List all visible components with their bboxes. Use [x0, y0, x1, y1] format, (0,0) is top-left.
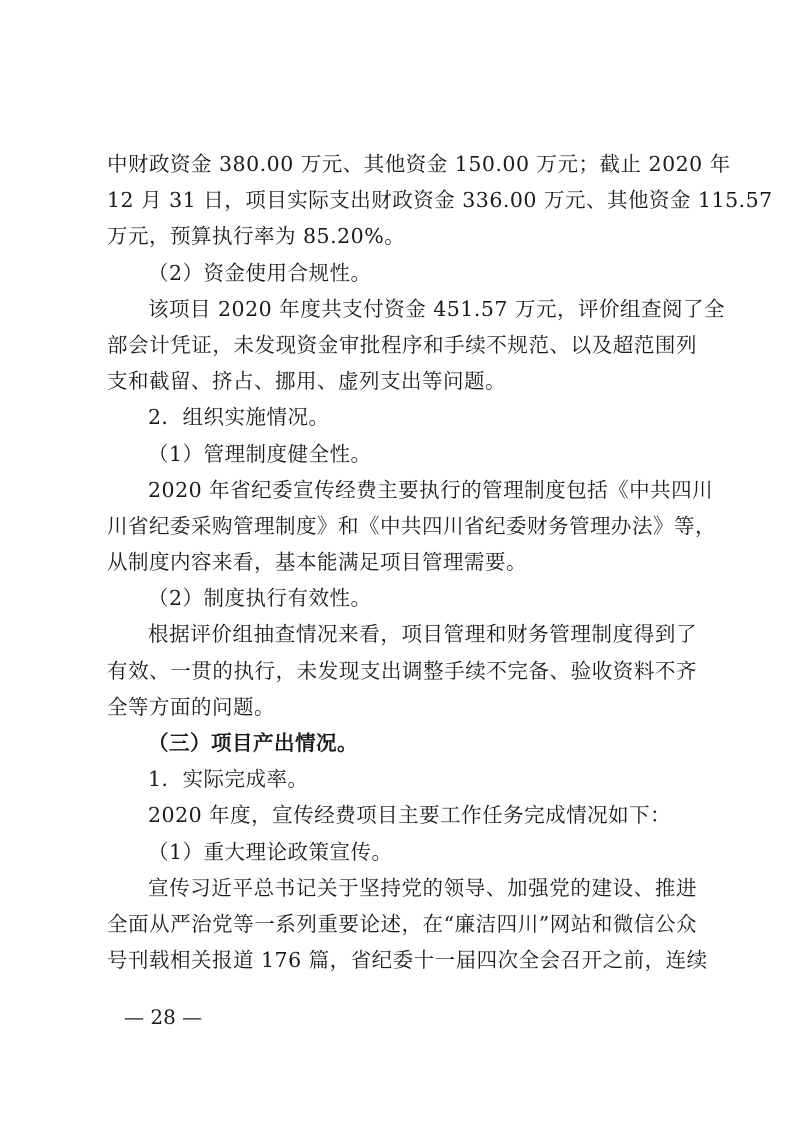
paragraph-line: 万元，预算执行率为 85.20%。 — [107, 224, 406, 249]
paragraph-line: 宣传习近平总书记关于坚持党的领导、加强党的建设、推进 — [148, 875, 697, 900]
paragraph-line: 有效、一贯的执行，未发现支出调整手续不完备、验收资料不齐 — [107, 658, 697, 683]
paragraph-line: 从制度内容来看，基本能满足项目管理需要。 — [107, 550, 527, 575]
subheading-system-execution: （2）制度执行有效性。 — [148, 586, 372, 611]
paragraph-line: 支和截留、挤占、挪用、虚列支出等问题。 — [107, 369, 506, 394]
subheading-organization: 2．组织实施情况。 — [148, 405, 330, 430]
paragraph-line: 2020 年省纪委宣传经费主要执行的管理制度包括《中共四川 — [148, 477, 714, 502]
paragraph-line: 川省纪委采购管理制度》和《中共四川省纪委财务管理办法》等， — [107, 513, 716, 538]
paragraph-line: 全等方面的问题。 — [107, 694, 275, 719]
paragraph-line: 全面从严治党等一系列重要论述，在“廉洁四川”网站和微信公众 — [107, 911, 697, 936]
subheading-management-system: （1）管理制度健全性。 — [148, 441, 372, 466]
paragraph-line: 中财政资金 380.00 万元、其他资金 150.00 万元；截止 2020 年 — [107, 152, 731, 176]
paragraph-line: 2020 年度，宣传经费项目主要工作任务完成情况如下： — [148, 803, 672, 828]
subheading-completion-rate: 1．实际完成率。 — [148, 767, 309, 792]
subheading-compliance: （2）资金使用合规性。 — [148, 260, 372, 285]
paragraph-line: 部会计凭证，未发现资金审批程序和手续不规范、以及超范围列 — [107, 332, 697, 357]
document-body — [107, 146, 773, 978]
paragraph-line: 12 月 31 日，项目实际支出财政资金 336.00 万元、其他资金 115.57 — [107, 188, 773, 213]
subheading-theory-policy: （1）重大理论政策宣传。 — [148, 839, 393, 864]
paragraph-line: 根据评价组抽查情况来看，项目管理和财务管理制度得到了 — [148, 622, 697, 647]
page-number: — 28 — — [124, 1005, 203, 1029]
paragraph-line: 该项目 2020 年度共支付资金 451.57 万元，评价组查阅了全 — [148, 296, 725, 321]
paragraph-line: 号刊载相关报道 176 篇，省纪委十一届四次全会召开之前，连续 — [107, 948, 708, 973]
section-heading-output: （三）项目产出情况。 — [148, 731, 358, 755]
